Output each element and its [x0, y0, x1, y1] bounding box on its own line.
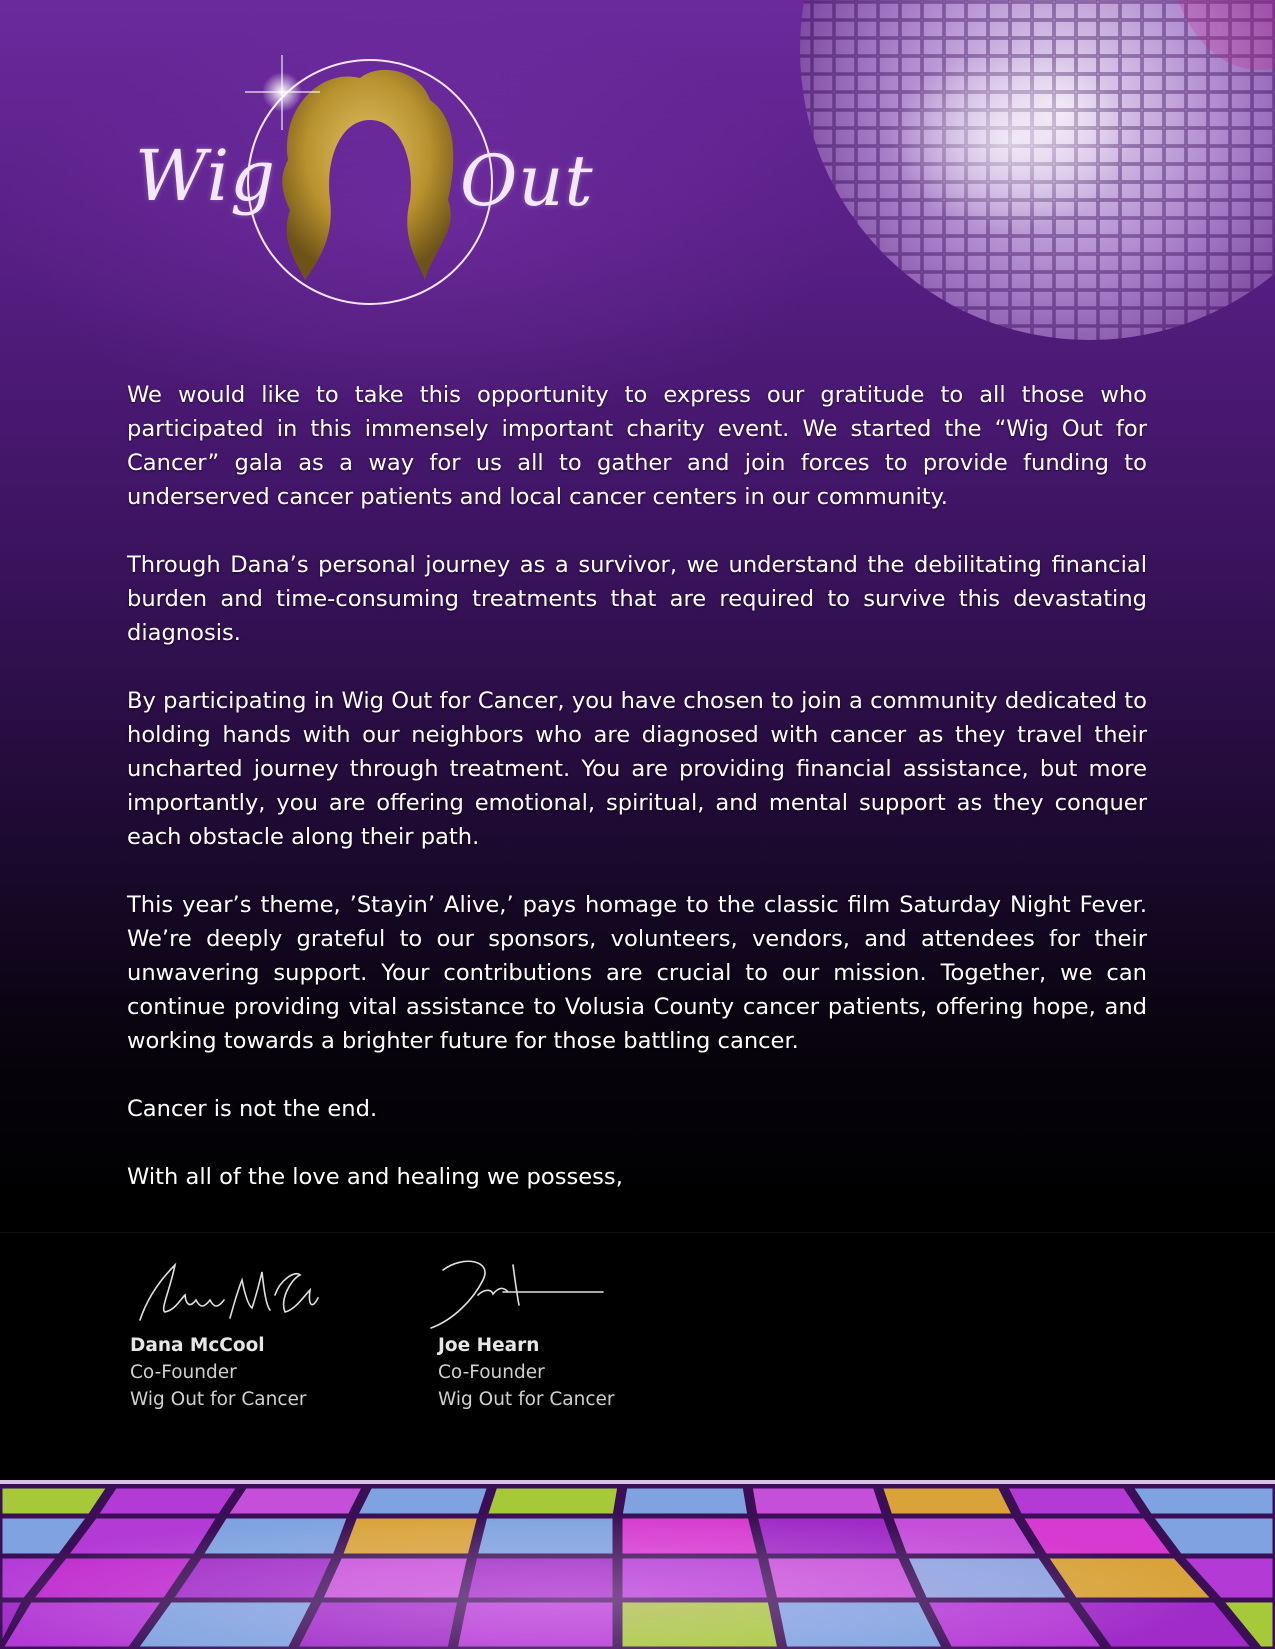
- signer-org-joe: Wig Out for Cancer: [438, 1389, 615, 1410]
- divider: [0, 1232, 1275, 1233]
- signature-joe-image: [423, 1250, 623, 1330]
- letter-paragraph-5: Cancer is not the end.: [127, 1096, 378, 1122]
- dance-floor-image: [0, 1480, 1275, 1649]
- logo-word-wig: Wig: [135, 135, 276, 217]
- disco-ball-image: [790, 0, 1275, 340]
- signer-org-dana: Wig Out for Cancer: [130, 1389, 307, 1410]
- letter-paragraph-1: We would like to take this opportunity to express our gratitude to all those who participated in this immensely important charity event. We started the “Wig Out for Cancer” gala as a way for us all to gather and join forces to provide funding to underserved cancer patients and local cancer centers in our community.: [127, 382, 1147, 510]
- letter-paragraph-4: This year’s theme, ’Stayin’ Alive,’ pays homage to the classic film Saturday Night Fever. We’re deeply grateful to our sponsors, volunteers, vendors, and attendees for their unwavering support. Your contributions are crucial to our mission. Together, we can continue providing vital assistance to Volusia County cancer patients, offering hope, and working towards a brighter future for those battling cancer.: [127, 892, 1147, 1054]
- letter-closing: With all of the love and healing we possess,: [127, 1164, 623, 1190]
- signer-title-dana: Co-Founder: [130, 1362, 237, 1383]
- logo-word-out: Out: [460, 140, 594, 222]
- letter-paragraph-3: By participating in Wig Out for Cancer, you have chosen to join a community dedicated to holding hands with our neighbors who are diagnosed with cancer as they travel their uncharted journey through treatment. You are providing financial assistance, but more importantly, you are offering emotional, spiritual, and mental support as they conquer each obstacle along their path.: [127, 688, 1147, 850]
- signature-block-joe: [438, 1250, 623, 1413]
- signer-name-dana: Dana McCool: [130, 1335, 265, 1356]
- signature-dana-image: [130, 1250, 330, 1330]
- signature-block-dana: [130, 1250, 330, 1413]
- signer-name-joe: Joe Hearn: [438, 1335, 540, 1356]
- signer-title-joe: Co-Founder: [438, 1362, 545, 1383]
- letter-paragraph-2: Through Dana’s personal journey as a survivor, we understand the debilitating financial burden and time-consuming treatments that are required to survive this devastating diagnosis.: [127, 552, 1147, 646]
- letter-body: [127, 378, 1147, 1228]
- signature-dana-text: Dana McCool: [130, 1250, 137, 1251]
- wig-out-logo: [130, 40, 630, 310]
